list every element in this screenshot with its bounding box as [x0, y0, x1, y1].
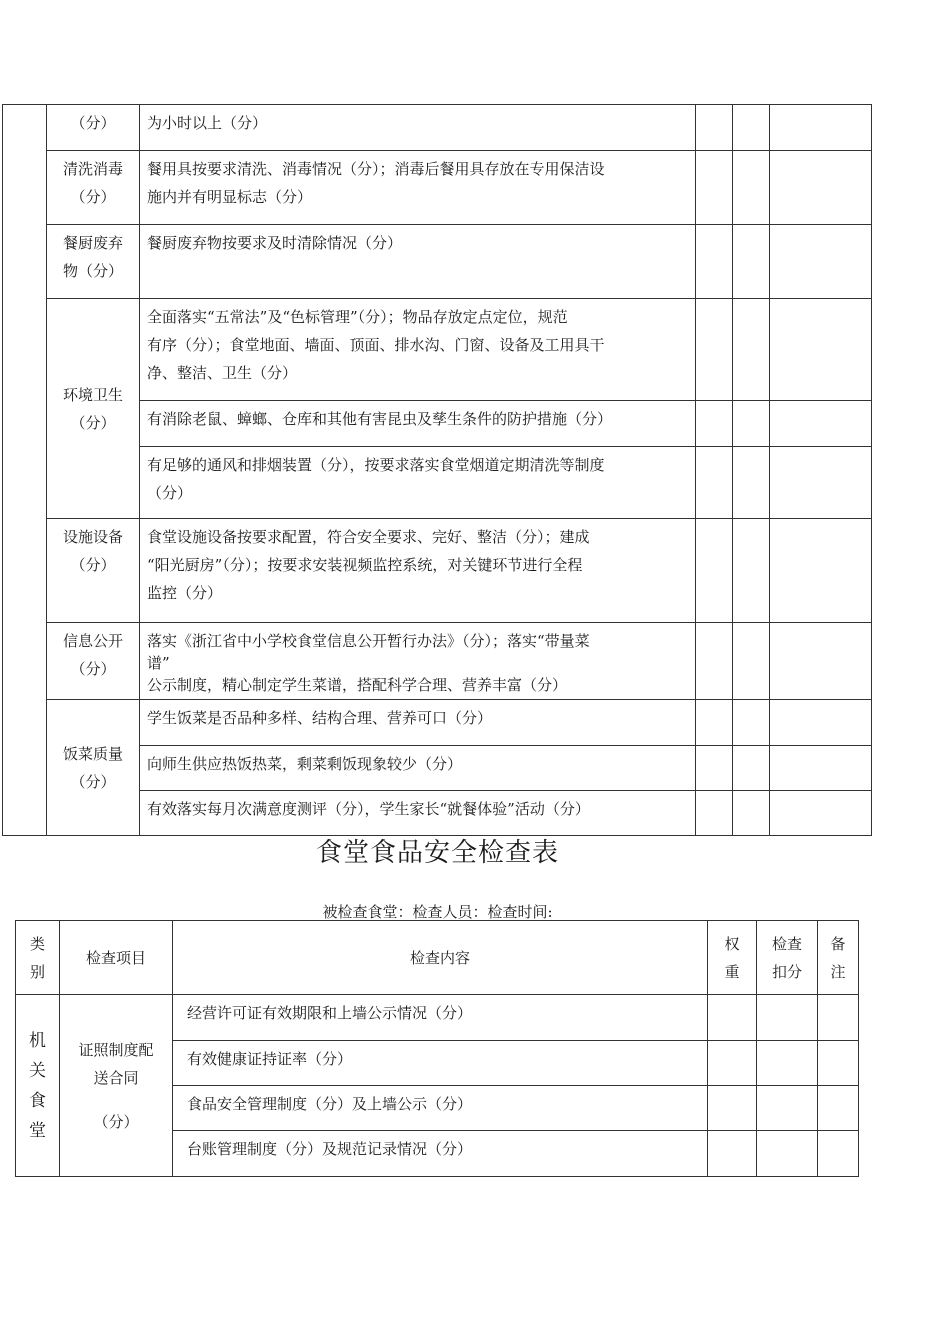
content-cell: [140, 299, 696, 401]
item-cell: [47, 105, 140, 151]
item-line: 物（分）: [62, 262, 123, 280]
item-line: 送合同: [93, 1068, 139, 1087]
content-line: 食堂设施设备按要求配置，符合安全要求、完好、整洁（分）；建成: [147, 528, 590, 546]
deduction-cell[interactable]: [733, 401, 770, 447]
header-category: [16, 921, 60, 995]
content-line: 监控（分）: [147, 584, 223, 602]
item-line: 设施设备: [62, 528, 123, 546]
content-line: 施内并有明显标志（分）: [147, 188, 313, 206]
content-cell: [140, 151, 696, 225]
deduction-cell[interactable]: [733, 746, 770, 791]
header-category-line: 别: [29, 962, 45, 981]
weight-cell[interactable]: [696, 401, 733, 447]
remark-cell[interactable]: [818, 1086, 859, 1131]
item-cell: [60, 995, 173, 1177]
header-deduction: [757, 921, 818, 995]
weight-cell[interactable]: [708, 995, 757, 1041]
content-line: 餐厨废弃物按要求及时清除情况（分）: [147, 234, 403, 252]
header-remark: [818, 921, 859, 995]
content-line: 向师生供应热饭热菜，剩菜剩饭现象较少（分）: [147, 755, 463, 773]
content-line: （分）: [147, 484, 193, 502]
deduction-cell[interactable]: [757, 995, 818, 1041]
content-line: 有足够的通风和排烟装置（分），按要求落实食堂烟道定期清洗等制度: [147, 456, 605, 474]
content-cell: [140, 105, 696, 151]
remark-cell[interactable]: [770, 299, 872, 401]
header-remark-line: 备: [830, 934, 846, 953]
category-cell: [3, 105, 47, 836]
content-cell: [140, 700, 696, 746]
content-line: 落实《浙江省中小学校食堂信息公开暂行办法》（分）；落实“带量菜: [147, 632, 590, 650]
item-cell: [47, 623, 140, 700]
content-line: 有效落实每月次满意度测评（分），学生家长“就餐体验”活动（分）: [147, 800, 590, 818]
content-cell: 食品安全管理制度（分）及上墙公示（分）: [173, 1086, 708, 1131]
item-cell: [47, 299, 140, 519]
deduction-cell[interactable]: [733, 225, 770, 299]
remark-cell[interactable]: [818, 1131, 859, 1177]
item-line: 饭菜质量: [62, 744, 123, 763]
weight-cell[interactable]: [708, 1131, 757, 1177]
item-line: 信息公开: [62, 632, 123, 650]
content-cell: 经营许可证有效期限和上墙公示情况（分）: [173, 995, 708, 1041]
deduction-cell[interactable]: [733, 519, 770, 623]
table-row: [3, 519, 872, 623]
item-line: （分）: [70, 188, 116, 206]
content-cell: [140, 401, 696, 447]
content-line: 为小时以上（分）: [147, 114, 268, 132]
content-line: 谱”: [147, 654, 170, 672]
content-line: 餐用具按要求清洗、消毒情况（分）；消毒后餐用具存放在专用保洁设: [147, 160, 605, 178]
content-cell: 台账管理制度（分）及规范记录情况（分）: [173, 1131, 708, 1177]
weight-cell[interactable]: [696, 623, 733, 700]
item-line: （分）: [70, 556, 116, 574]
deduction-cell[interactable]: [733, 623, 770, 700]
content-line: 有消除老鼠、蟑螂、仓库和其他有害昆虫及孳生条件的防护措施（分）: [147, 410, 613, 428]
content-line: 公示制度，精心制定学生菜谱，搭配科学合理、营养丰富（分）: [147, 676, 568, 694]
inspection-info-line: 被检查食堂：检查人员：检查时间:: [322, 903, 553, 921]
header-weight: [708, 921, 757, 995]
deduction-cell[interactable]: [733, 299, 770, 401]
item-line: 餐厨废弃: [62, 234, 123, 252]
header-weight-line: 权: [724, 934, 740, 953]
remark-cell[interactable]: [770, 225, 872, 299]
content-cell: 有效健康证持证率（分）: [173, 1041, 708, 1086]
table-row: [3, 299, 872, 401]
page-title: 食堂食品安全检查表: [315, 838, 559, 868]
inspection-table-continued: [2, 104, 872, 836]
remark-cell[interactable]: [818, 995, 859, 1041]
content-cell: [140, 225, 696, 299]
item-line: （分）: [93, 1112, 139, 1131]
deduction-cell[interactable]: [733, 151, 770, 225]
weight-cell[interactable]: [696, 447, 733, 519]
item-cell: [47, 225, 140, 299]
remark-cell[interactable]: [818, 1041, 859, 1086]
content-line: 全面落实“五常法”及“色标管理”（分）；物品存放定点定位，规范: [147, 308, 568, 326]
item-cell: [47, 700, 140, 836]
content-line: “阳光厨房”（分）；按要求安装视频监控系统，对关键环节进行全程: [147, 556, 583, 574]
remark-cell[interactable]: [770, 623, 872, 700]
content-line: 学生饭菜是否品种多样、结构合理、营养可口（分）: [147, 709, 493, 727]
weight-cell[interactable]: [696, 746, 733, 791]
header-remark-line: 注: [830, 962, 846, 981]
item-line: （分）: [70, 413, 116, 432]
table-row: [3, 700, 872, 746]
category-char: 食: [29, 1090, 46, 1111]
deduction-cell[interactable]: [757, 1086, 818, 1131]
canteen-inspection-table: [15, 920, 859, 1177]
weight-cell[interactable]: [696, 225, 733, 299]
content-cell: [140, 447, 696, 519]
remark-cell[interactable]: [770, 105, 872, 151]
header-weight-line: 重: [724, 962, 740, 981]
deduction-cell[interactable]: [757, 1131, 818, 1177]
item-line: （分）: [70, 772, 116, 791]
header-row: [16, 921, 859, 995]
weight-cell[interactable]: [708, 1086, 757, 1131]
table-row: [3, 225, 872, 299]
remark-cell[interactable]: [770, 746, 872, 791]
header-item: 检查项目: [60, 921, 173, 995]
deduction-cell[interactable]: [757, 1041, 818, 1086]
item-cell: [47, 519, 140, 623]
content-cell: [140, 746, 696, 791]
content-line: 有序（分）；食堂地面、墙面、顶面、排水沟、门窗、设备及工用具干: [147, 336, 605, 354]
item-cell: [47, 151, 140, 225]
weight-cell[interactable]: [696, 151, 733, 225]
content-cell: [140, 623, 696, 700]
item-line: 清洗消毒: [62, 160, 123, 178]
content-cell: [140, 791, 696, 836]
content-cell: [140, 519, 696, 623]
remark-cell[interactable]: [770, 447, 872, 519]
table-row: [3, 623, 872, 700]
item-line: （分）: [70, 660, 116, 678]
table-row: [3, 151, 872, 225]
remark-cell[interactable]: [770, 151, 872, 225]
remark-cell[interactable]: [770, 791, 872, 836]
weight-cell[interactable]: [696, 700, 733, 746]
remark-cell[interactable]: [770, 700, 872, 746]
weight-cell[interactable]: [708, 1041, 757, 1086]
item-line: （分）: [70, 114, 116, 132]
header-deduction-line: 检查: [771, 934, 802, 953]
category-char: 堂: [29, 1120, 46, 1141]
weight-cell[interactable]: [696, 791, 733, 836]
deduction-cell[interactable]: [733, 105, 770, 151]
header-content: 检查内容: [173, 921, 708, 995]
weight-cell[interactable]: [696, 299, 733, 401]
item-line: 证照制度配: [78, 1040, 154, 1059]
deduction-cell[interactable]: [733, 700, 770, 746]
weight-cell[interactable]: [696, 105, 733, 151]
category-char: 机: [29, 1030, 46, 1051]
category-cell: [16, 995, 60, 1177]
deduction-cell[interactable]: [733, 447, 770, 519]
content-line: 净、整洁、卫生（分）: [147, 364, 298, 382]
item-line: 环境卫生: [62, 385, 123, 404]
table-row: [3, 105, 872, 151]
remark-cell[interactable]: [770, 401, 872, 447]
deduction-cell[interactable]: [733, 791, 770, 836]
inspection-table-body: [3, 105, 872, 836]
category-char: 关: [29, 1060, 46, 1081]
table-row: [16, 995, 859, 1041]
header-deduction-line: 扣分: [771, 962, 802, 981]
remark-cell[interactable]: [770, 519, 872, 623]
header-category-line: 类: [29, 934, 45, 953]
weight-cell[interactable]: [696, 519, 733, 623]
